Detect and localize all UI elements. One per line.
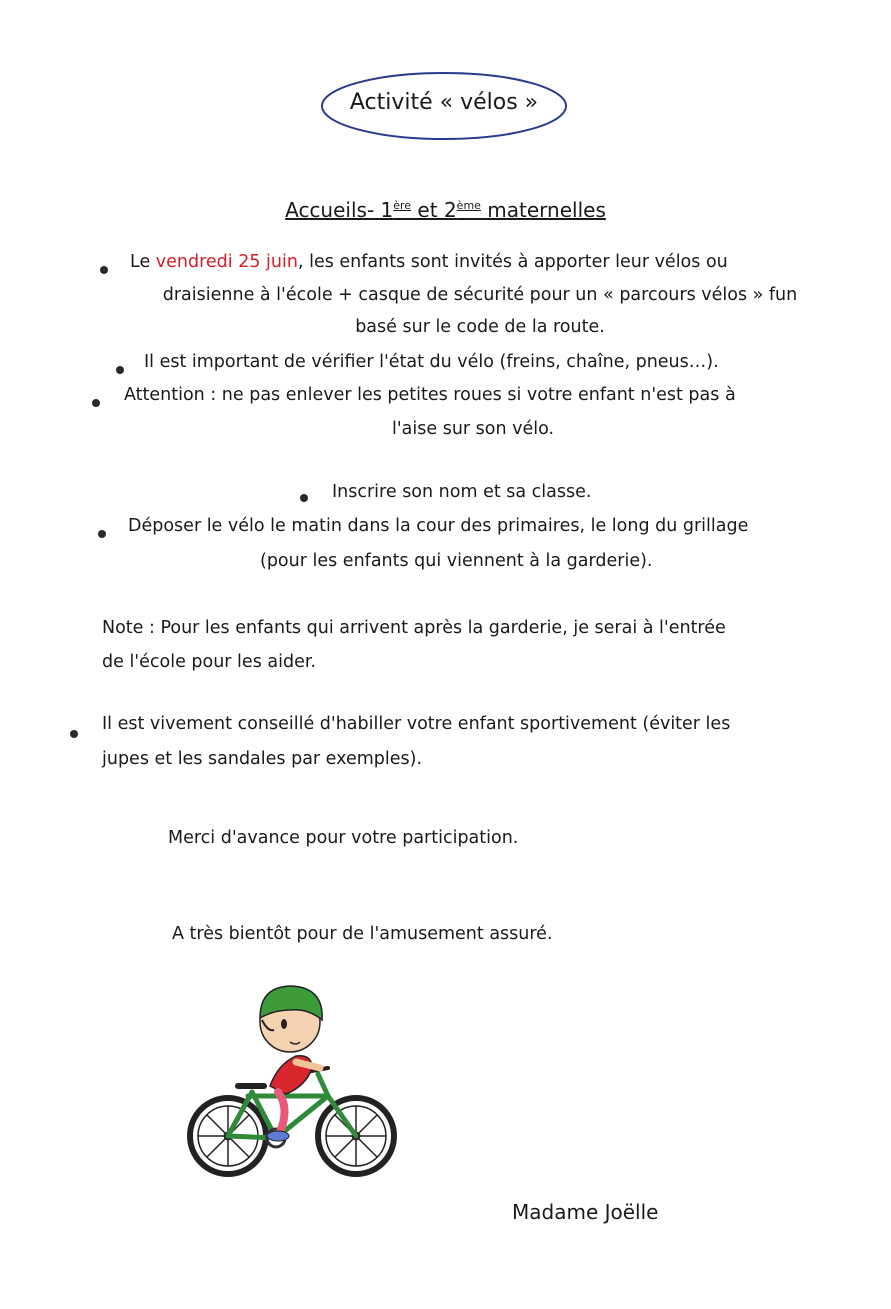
subtitle-part1: Accueils- 1 [285, 198, 394, 222]
subtitle [0, 198, 891, 222]
child-on-bicycle-illustration [178, 968, 406, 1182]
bullet3-line1: Attention : ne pas enlever les petites roues si votre enfant n'est pas à [124, 385, 736, 405]
bullet3-line2: l'aise sur son vélo. [392, 419, 555, 439]
child-figure [260, 986, 322, 1141]
subtitle-sup1: ère [393, 199, 412, 212]
bullet6-line2: jupes et les sandales par exemples). [102, 749, 423, 769]
bullet2-text: Il est important de vérifier l'état du vélo (freins, chaîne, pneus…). [144, 352, 719, 372]
subtitle-sup2: ème [456, 199, 481, 212]
subtitle-part3: maternelles [480, 198, 606, 222]
subtitle-part2: et 2 [411, 198, 457, 222]
bullet-dot [100, 266, 108, 274]
closing-text: A très bientôt pour de l'amusement assuré. [172, 924, 553, 944]
bullet1-rest: , les enfants sont invités à apporter leur vélos ou [297, 252, 728, 272]
title-oval [318, 68, 570, 144]
bullet6-line1: Il est vivement conseillé d'habiller votre enfant sportivement (éviter les [102, 714, 731, 734]
bullet-dot [116, 366, 124, 374]
signature-name: Madame Joëlle [512, 1200, 659, 1224]
bullet5-line1: Déposer le vélo le matin dans la cour des primaires, le long du grillage [128, 516, 749, 536]
bullet1-line3: basé sur le code de la route. [355, 317, 605, 337]
bullet4-text: Inscrire son nom et sa classe. [332, 482, 592, 502]
bullet1-prefix: Le [130, 252, 156, 272]
bullet-dot [300, 494, 308, 502]
bullet-dot [70, 730, 78, 738]
bullet1-line1 [130, 246, 728, 279]
bullet1-line2: draisienne à l'école + casque de sécurité pour un « parcours vélos » fun [162, 285, 798, 305]
thanks-text: Merci d'avance pour votre participation. [168, 828, 519, 848]
bullet5-line2: (pour les enfants qui viennent à la garderie). [260, 551, 653, 571]
note-line1: Note : Pour les enfants qui arrivent après la garderie, je serai à l'entrée [102, 618, 726, 638]
bullet1-date: vendredi 25 juin [155, 252, 298, 272]
page-title: Activité « vélos » [349, 90, 539, 115]
bullet-dot [98, 530, 106, 538]
note-line2: de l'école pour les aider. [102, 652, 316, 672]
bullet-dot [92, 399, 100, 407]
